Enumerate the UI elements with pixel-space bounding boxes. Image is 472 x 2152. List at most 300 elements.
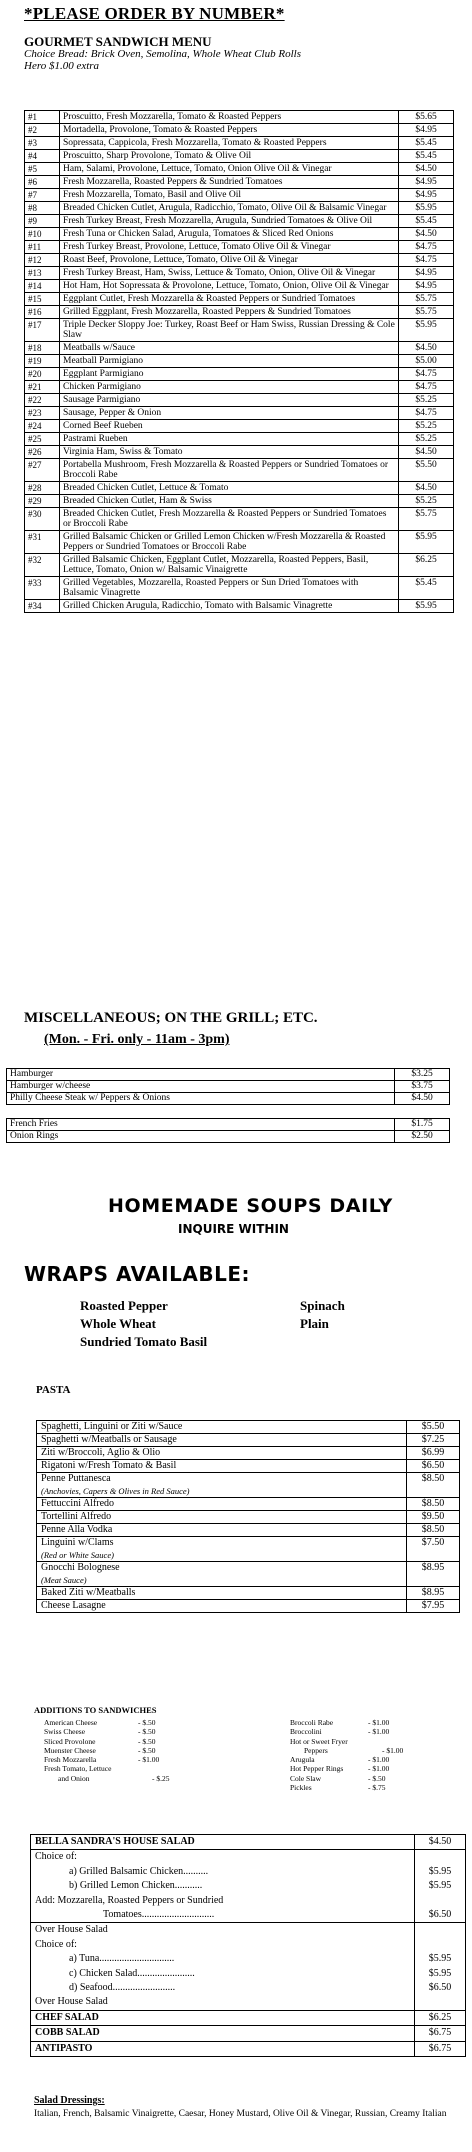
sandwich-price: $4.50 (399, 163, 454, 176)
sandwich-number: #10 (25, 228, 60, 241)
sandwich-number: #31 (25, 531, 60, 554)
bread-choices: Choice Bread: Brick Oven, Semolina, Whole Wheat Club Rolls (24, 48, 301, 60)
sandwich-row (25, 508, 454, 531)
sandwich-row (25, 531, 454, 554)
pasta-row (37, 1421, 460, 1434)
pasta-name: Linguini w/Clams (41, 1537, 114, 1548)
addition-name: Swiss Cheese (44, 1727, 86, 1737)
sandwich-description: Fresh Tuna or Chicken Salad, Arugula, Tomatoes & Sliced Red Onions (60, 228, 399, 241)
pasta-cell (37, 1447, 407, 1460)
wrap-item: Whole Wheat (80, 1316, 156, 1331)
addition-row (44, 1774, 192, 1783)
sandwich-number: #32 (25, 554, 60, 577)
salad-item: ANTIPASTO (35, 2042, 93, 2054)
wrap-item: Plain (300, 1316, 329, 1331)
pasta-name: Cheese Lasagne (41, 1600, 106, 1611)
sandwich-price: $5.95 (399, 202, 454, 215)
grill-item-row (7, 1081, 450, 1093)
sandwich-description: Fresh Turkey Breast, Ham, Swiss, Lettuce & Tomato, Onion, Olive Oil & Vinegar (60, 267, 399, 280)
sandwich-row (25, 459, 454, 482)
sandwich-number: #24 (25, 420, 60, 433)
grill-item-price: $4.50 (395, 1093, 450, 1105)
salad-row (31, 1879, 465, 1893)
pasta-price: $8.95 (407, 1562, 460, 1587)
side-item-name: French Fries (7, 1119, 395, 1131)
sandwich-row (25, 394, 454, 407)
sandwich-number: #19 (25, 355, 60, 368)
sandwich-price: $5.75 (399, 306, 454, 319)
pasta-price: $7.95 (407, 1600, 460, 1613)
addition-price: - $1.00 (368, 1718, 390, 1727)
addition-price: - $1.00 (368, 1764, 390, 1774)
additions-right-column (290, 1718, 422, 1792)
sandwich-row (25, 600, 454, 613)
salad-row (31, 1922, 465, 1937)
salad-row (31, 2010, 465, 2025)
wraps-title: WRAPS AVAILABLE: (24, 1262, 250, 1286)
wrap-item: Roasted Pepper (80, 1298, 168, 1313)
sandwich-row (25, 215, 454, 228)
sandwich-number: #28 (25, 482, 60, 495)
salad-price (414, 1894, 465, 1908)
salad-row (31, 1865, 465, 1879)
pasta-cell (37, 1587, 407, 1600)
sandwich-row (25, 355, 454, 368)
addition-name: Pickles (290, 1783, 312, 1793)
sandwich-number: #25 (25, 433, 60, 446)
sandwich-number: #21 (25, 381, 60, 394)
sandwich-number: #16 (25, 306, 60, 319)
pasta-name: Ziti w/Broccoli, Aglio & Olio (41, 1447, 161, 1458)
addition-price: - $1.00 (368, 1727, 390, 1737)
addition-row (290, 1764, 422, 1773)
dressings-title: Salad Dressings: (34, 2095, 105, 2106)
sandwich-price: $5.00 (399, 355, 454, 368)
sandwich-description: Roast Beef, Provolone, Lettuce, Tomato, Olive Oil & Vinegar (60, 254, 399, 267)
addition-row (290, 1718, 422, 1727)
sandwich-description: Meatballs w/Sauce (60, 342, 399, 355)
sandwich-price: $4.95 (399, 280, 454, 293)
salad-item: a) Tuna.............................. (69, 1953, 175, 1965)
salad-price: $6.75 (414, 2042, 465, 2056)
addition-name: Cole Slaw (290, 1773, 322, 1783)
addition-price: - $1.00 (138, 1755, 160, 1765)
sandwich-description: Virginia Ham, Swiss & Tomato (60, 446, 399, 459)
sandwich-price: $5.95 (399, 600, 454, 613)
dressings-list: Italian, French, Balsamic Vinaigrette, Caesar, Honey Mustard, Olive Oil & Vinegar, Russian, Creamy Italian (34, 2109, 447, 2119)
sandwich-price: $5.45 (399, 577, 454, 600)
pasta-price: $7.25 (407, 1434, 460, 1447)
addition-name: Fresh Tomato, Lettuce (44, 1764, 112, 1774)
wrap-item: Sundried Tomato Basil (80, 1334, 208, 1349)
sandwich-price: $5.25 (399, 394, 454, 407)
addition-name: and Onion (58, 1773, 90, 1783)
sandwich-price: $4.75 (399, 407, 454, 420)
salad-price: $5.95 (414, 1865, 465, 1879)
addition-row (290, 1737, 422, 1746)
side-item-row (7, 1131, 450, 1143)
pasta-price: $6.50 (407, 1460, 460, 1473)
salad-item: d) Seafood......................... (69, 1982, 176, 1994)
addition-row (290, 1783, 422, 1792)
sandwich-row (25, 280, 454, 293)
addition-row (290, 1727, 422, 1736)
addition-name: Arugula (290, 1755, 315, 1765)
sides-table (6, 1118, 450, 1143)
salad-item: COBB SALAD (35, 2027, 100, 2039)
sandwich-row (25, 482, 454, 495)
sandwich-price: $4.75 (399, 254, 454, 267)
pasta-price: $7.50 (407, 1537, 460, 1562)
grill-table (6, 1068, 450, 1105)
grill-hours: (Mon. - Fri. only - 11am - 3pm) (44, 1032, 230, 1047)
sandwich-row (25, 228, 454, 241)
pasta-table (36, 1420, 460, 1613)
sandwich-number: #34 (25, 600, 60, 613)
sandwich-description: Grilled Eggplant, Fresh Mozzarella, Roasted Peppers & Sundried Tomatoes (60, 306, 399, 319)
sandwich-price: $5.25 (399, 495, 454, 508)
salad-price: $4.50 (414, 1835, 465, 1849)
salad-item: a) Grilled Balsamic Chicken.......... (69, 1865, 209, 1877)
pasta-row (37, 1447, 460, 1460)
addition-price: - $.50 (138, 1736, 156, 1746)
sandwich-description: Meatball Parmigiano (60, 355, 399, 368)
order-by-number-heading: *PLEASE ORDER BY NUMBER* (24, 4, 285, 23)
sandwich-row (25, 202, 454, 215)
sandwich-number: #15 (25, 293, 60, 306)
sandwich-number: #6 (25, 176, 60, 189)
side-item-row (7, 1119, 450, 1131)
sandwich-description: Ham, Salami, Provolone, Lettuce, Tomato, Onion Olive Oil & Vinegar (60, 163, 399, 176)
addition-price (368, 1737, 408, 1746)
addition-row (290, 1774, 422, 1783)
salad-price: $6.50 (414, 1908, 465, 1922)
salad-item: CHEF SALAD (35, 2011, 99, 2023)
addition-row (44, 1727, 192, 1736)
pasta-title: PASTA (36, 1384, 71, 1396)
salad-row (31, 1995, 465, 2009)
sandwich-price: $5.75 (399, 508, 454, 531)
sandwich-row (25, 306, 454, 319)
salad-price: $5.95 (414, 1879, 465, 1893)
pasta-row (37, 1524, 460, 1537)
salad-row (31, 1835, 465, 1849)
sandwich-row (25, 577, 454, 600)
sandwich-price: $5.25 (399, 433, 454, 446)
pasta-cell (37, 1473, 407, 1498)
grill-item-price: $3.25 (395, 1069, 450, 1081)
salad-item: BELLA SANDRA'S HOUSE SALAD (35, 1836, 195, 1847)
sandwich-description: Breaded Chicken Cutlet, Arugula, Radicchio, Tomato, Olive Oil & Balsamic Vinegar (60, 202, 399, 215)
sandwich-price: $5.45 (399, 215, 454, 228)
sandwich-price: $5.25 (399, 420, 454, 433)
salad-item: Over House Salad (35, 1996, 108, 2008)
addition-row (290, 1755, 422, 1764)
sandwich-description: Fresh Mozzarella, Roasted Peppers & Sundried Tomatoes (60, 176, 399, 189)
salad-row (31, 1938, 465, 1952)
sandwich-price: $4.95 (399, 189, 454, 202)
side-item-price: $2.50 (395, 1131, 450, 1143)
side-item-name: Onion Rings (7, 1131, 395, 1143)
salad-row (31, 2025, 465, 2040)
soups-subtitle: INQUIRE WITHIN (178, 1222, 289, 1236)
pasta-price: $9.50 (407, 1511, 460, 1524)
sandwich-price: $4.95 (399, 124, 454, 137)
sandwich-price: $5.65 (399, 111, 454, 124)
sandwich-row (25, 319, 454, 342)
salad-price: $6.50 (414, 1981, 465, 1995)
salad-price (414, 1850, 465, 1864)
addition-row (44, 1755, 192, 1764)
pasta-price: $8.50 (407, 1498, 460, 1511)
sandwich-description: Triple Decker Sloppy Joe: Turkey, Roast Beef or Ham Swiss, Russian Dressing & Cole Slaw (60, 319, 399, 342)
grill-item-row (7, 1093, 450, 1105)
sandwich-price: $4.95 (399, 176, 454, 189)
sandwich-number: #4 (25, 150, 60, 163)
salad-item: Choice of: (35, 1938, 77, 1950)
sandwich-number: #26 (25, 446, 60, 459)
addition-row (290, 1746, 422, 1755)
sandwich-row (25, 420, 454, 433)
sandwich-description: Sopressata, Cappicola, Fresh Mozzarella, Tomato & Roasted Peppers (60, 137, 399, 150)
addition-name: Hot Pepper Rings (290, 1764, 344, 1774)
pasta-price: $5.50 (407, 1421, 460, 1434)
wrap-item: Spinach (300, 1298, 345, 1313)
sandwich-price: $4.75 (399, 241, 454, 254)
sandwich-number: #20 (25, 368, 60, 381)
pasta-price: $6.99 (407, 1447, 460, 1460)
sandwich-description: Fresh Mozzarella, Tomato, Basil and Olive Oil (60, 189, 399, 202)
addition-row (44, 1718, 192, 1727)
sandwich-row (25, 111, 454, 124)
sandwich-row (25, 368, 454, 381)
addition-price: - $1.00 (368, 1755, 390, 1765)
addition-name: American Cheese (44, 1718, 98, 1727)
addition-price: - $.50 (138, 1727, 156, 1737)
sandwich-number: #18 (25, 342, 60, 355)
sandwich-price: $5.75 (399, 293, 454, 306)
pasta-row (37, 1473, 460, 1498)
sandwich-row (25, 433, 454, 446)
pasta-name: Penne Puttanesca (41, 1473, 111, 1484)
sandwich-price: $5.45 (399, 137, 454, 150)
sandwich-description: Grilled Vegetables, Mozzarella, Roasted Peppers or Sun Dried Tomatoes with Balsamic Vinagrette (60, 577, 399, 600)
sandwich-price: $5.95 (399, 531, 454, 554)
sandwich-row (25, 150, 454, 163)
sandwich-number: #12 (25, 254, 60, 267)
sandwich-row (25, 137, 454, 150)
salad-row (31, 1894, 465, 1908)
pasta-name: Rigatoni w/Fresh Tomato & Basil (41, 1460, 177, 1471)
sandwich-number: #11 (25, 241, 60, 254)
sandwich-description: Grilled Balsamic Chicken or Grilled Lemon Chicken w/Fresh Mozzarella & Roasted Peppers or Sundried Tomatoes or Broccoli Rabe (60, 531, 399, 554)
sandwich-description: Portabella Mushroom, Fresh Mozzarella & Roasted Peppers or Sundried Tomatoes or Broccoli Rabe (60, 459, 399, 482)
sandwich-price: $4.50 (399, 482, 454, 495)
pasta-price: $8.95 (407, 1587, 460, 1600)
sandwich-description: Sausage, Pepper & Onion (60, 407, 399, 420)
sandwich-number: #23 (25, 407, 60, 420)
sandwich-row (25, 124, 454, 137)
sandwich-price: $4.50 (399, 228, 454, 241)
sandwich-price: $4.75 (399, 368, 454, 381)
pasta-name: Spaghetti, Linguini or Ziti w/Sauce (41, 1421, 183, 1432)
misc-section-title: MISCELLANEOUS; ON THE GRILL; ETC. (24, 1010, 318, 1026)
sandwich-number: #9 (25, 215, 60, 228)
pasta-row (37, 1460, 460, 1473)
sandwich-row (25, 176, 454, 189)
salad-item: Tomatoes............................. (103, 1909, 215, 1921)
pasta-price: $8.50 (407, 1524, 460, 1537)
salad-price: $5.95 (414, 1967, 465, 1981)
sandwich-number: #30 (25, 508, 60, 531)
salad-row (31, 1981, 465, 1995)
salad-price: $6.25 (414, 2011, 465, 2025)
pasta-row (37, 1498, 460, 1511)
sandwich-description: Eggplant Parmigiano (60, 368, 399, 381)
sandwich-number: #7 (25, 189, 60, 202)
salad-row (31, 2041, 465, 2056)
pasta-row (37, 1600, 460, 1613)
pasta-cell (37, 1537, 407, 1562)
pasta-name: Penne Alla Vodka (41, 1524, 113, 1535)
sandwich-price: $6.25 (399, 554, 454, 577)
sandwich-price: $5.50 (399, 459, 454, 482)
sandwich-row (25, 267, 454, 280)
sandwich-description: Grilled Chicken Arugula, Radicchio, Tomato with Balsamic Vinagrette (60, 600, 399, 613)
sandwich-number: #2 (25, 124, 60, 137)
salad-row (31, 1967, 465, 1981)
salad-row (31, 1908, 465, 1922)
sandwich-number: #14 (25, 280, 60, 293)
sandwich-price: $5.45 (399, 150, 454, 163)
sandwich-price: $5.95 (399, 319, 454, 342)
sandwich-row (25, 407, 454, 420)
sandwich-number: #33 (25, 577, 60, 600)
sandwich-description: Fresh Turkey Breast, Provolone, Lettuce, Tomato Olive Oil & Vinegar (60, 241, 399, 254)
salad-price: $5.95 (414, 1952, 465, 1966)
sandwich-price: $4.95 (399, 267, 454, 280)
pasta-note: (Red or White Sauce) (41, 1550, 114, 1560)
addition-price (138, 1764, 178, 1773)
pasta-cell (37, 1600, 407, 1613)
addition-row (44, 1764, 192, 1773)
salad-row (31, 1952, 465, 1966)
sandwich-number: #8 (25, 202, 60, 215)
additions-left-column (44, 1718, 192, 1783)
sandwich-description: Mortadella, Provolone, Tomato & Roasted Peppers (60, 124, 399, 137)
salad-row (31, 1849, 465, 1864)
sandwich-row (25, 554, 454, 577)
hero-extra-note: Hero $1.00 extra (24, 60, 100, 72)
pasta-name: Gnocchi Bolognese (41, 1562, 120, 1573)
addition-name: Broccoli Rabe (290, 1718, 334, 1727)
sandwich-row (25, 241, 454, 254)
sandwich-row (25, 495, 454, 508)
pasta-name: Baked Ziti w/Meatballs (41, 1587, 136, 1598)
salad-item: Over House Salad (35, 1924, 108, 1936)
addition-name: Sliced Provolone (44, 1736, 96, 1746)
sandwich-row (25, 189, 454, 202)
salad-item: Add: Mozzarella, Roasted Peppers or Sundried (35, 1894, 224, 1906)
pasta-row (37, 1434, 460, 1447)
grill-item-name: Philly Cheese Steak w/ Peppers & Onions (7, 1093, 395, 1105)
sandwich-row (25, 446, 454, 459)
addition-price: - $.50 (138, 1718, 156, 1727)
sandwich-description: Grilled Balsamic Chicken, Eggplant Cutlet, Mozzarella, Roasted Peppers, Basil, Lettuce, Tomato, Onion w/ Balsamic Vinaigrette (60, 554, 399, 577)
grill-item-row (7, 1069, 450, 1081)
addition-price: - $.50 (368, 1773, 386, 1783)
side-item-price: $1.75 (395, 1119, 450, 1131)
sandwich-description: Hot Ham, Hot Sopressata & Provolone, Lettuce, Tomato, Onion, Olive Oil & Vinegar (60, 280, 399, 293)
salad-price (414, 1923, 465, 1937)
addition-row (44, 1746, 192, 1755)
sandwich-price: $4.50 (399, 342, 454, 355)
addition-name: Muenster Cheese (44, 1745, 96, 1755)
sandwich-row (25, 163, 454, 176)
salad-price (414, 1938, 465, 1952)
sandwich-description: Breaded Chicken Cutlet, Lettuce & Tomato (60, 482, 399, 495)
sandwich-row (25, 381, 454, 394)
sandwich-description: Corned Beef Rueben (60, 420, 399, 433)
salad-price: $6.75 (414, 2026, 465, 2040)
sandwich-table (24, 110, 454, 613)
sandwich-number: #22 (25, 394, 60, 407)
sandwich-description: Proscuitto, Sharp Provolone, Tomato & Olive Oil (60, 150, 399, 163)
grill-item-name: Hamburger w/cheese (7, 1081, 395, 1093)
pasta-cell (37, 1511, 407, 1524)
addition-price: - $1.00 (382, 1745, 404, 1755)
additions-title: ADDITIONS TO SANDWICHES (34, 1705, 157, 1715)
sandwich-number: #29 (25, 495, 60, 508)
grill-item-price: $3.75 (395, 1081, 450, 1093)
pasta-cell (37, 1434, 407, 1447)
addition-price: - $.25 (152, 1773, 170, 1783)
pasta-name: Tortellini Alfredo (41, 1511, 112, 1522)
sandwich-description: Breaded Chicken Cutlet, Ham & Swiss (60, 495, 399, 508)
sandwich-number: #5 (25, 163, 60, 176)
pasta-note: (Meat Sauce) (41, 1575, 87, 1585)
sandwich-price: $4.75 (399, 381, 454, 394)
addition-name: Broccolini (290, 1727, 322, 1737)
salad-item: Choice of: (35, 1851, 77, 1863)
salad-item: c) Chicken Salad....................... (69, 1967, 195, 1979)
sandwich-description: Breaded Chicken Cutlet, Fresh Mozzarella & Roasted Peppers or Sundried Tomatoes or Broccoli Rabe (60, 508, 399, 531)
addition-price: - $.50 (138, 1745, 156, 1755)
pasta-row (37, 1511, 460, 1524)
sandwich-description: Fresh Turkey Breast, Fresh Mozzarella, Arugula, Sundried Tomatoes & Olive Oil (60, 215, 399, 228)
sandwich-row (25, 293, 454, 306)
pasta-name: Spaghetti w/Meatballs or Sausage (41, 1434, 177, 1445)
pasta-name: Fettuccini Alfredo (41, 1498, 115, 1509)
sandwich-menu-title: GOURMET SANDWICH MENU (24, 34, 212, 49)
pasta-cell (37, 1498, 407, 1511)
sandwich-row (25, 254, 454, 267)
salad-item: b) Grilled Lemon Chicken........... (69, 1880, 203, 1892)
grill-item-name: Hamburger (7, 1069, 395, 1081)
sandwich-number: #3 (25, 137, 60, 150)
pasta-cell (37, 1562, 407, 1587)
pasta-cell (37, 1460, 407, 1473)
pasta-row (37, 1537, 460, 1562)
pasta-row (37, 1587, 460, 1600)
sandwich-description: Chicken Parmigiano (60, 381, 399, 394)
sandwich-description: Eggplant Cutlet, Fresh Mozzarella & Roasted Peppers or Sundried Tomatoes (60, 293, 399, 306)
pasta-price: $8.50 (407, 1473, 460, 1498)
sandwich-description: Proscuitto, Fresh Mozzarella, Tomato & Roasted Peppers (60, 111, 399, 124)
soups-title: HOMEMADE SOUPS DAILY (108, 1195, 393, 1217)
sandwich-price: $4.50 (399, 446, 454, 459)
sandwich-description: Pastrami Rueben (60, 433, 399, 446)
